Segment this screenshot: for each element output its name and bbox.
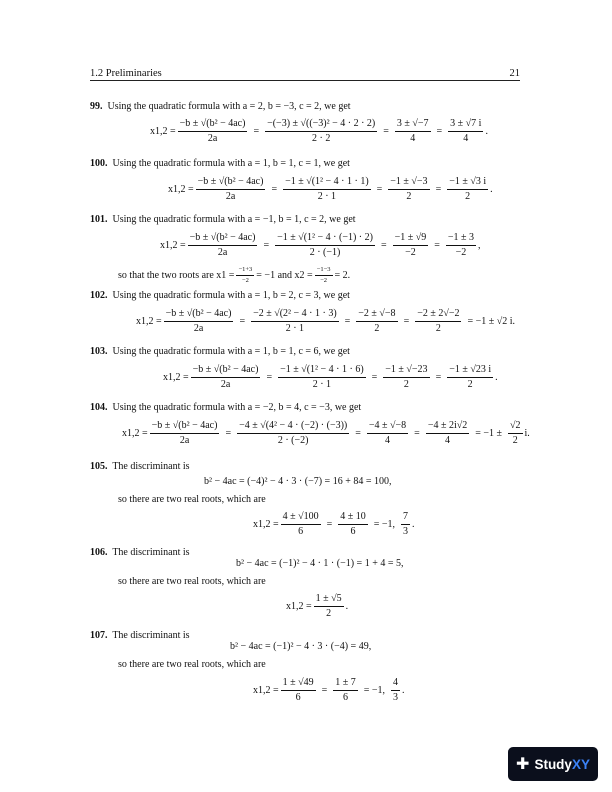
discriminant-106: b² − 4ac = (−1)² − 4 · 1 · (−1) = 1 + 4 = 5, bbox=[236, 558, 404, 569]
discriminant-105: b² − 4ac = (−4)² − 4 · 3 · (−7) = 16 + 84 = 100, bbox=[204, 476, 392, 487]
problem-107 bbox=[90, 630, 190, 641]
problem-statement: Using the quadratic formula with a = 1, b = 1, c = 1, we get bbox=[112, 158, 350, 169]
header-rule bbox=[90, 80, 520, 81]
problem-102 bbox=[90, 290, 350, 301]
problem-statement: Using the quadratic formula with a = 1, b = 1, c = 6, we get bbox=[112, 346, 350, 357]
note-107: so there are two real roots, which are bbox=[118, 659, 266, 670]
problem-number: 105. bbox=[90, 461, 108, 472]
problem-statement: The discriminant is bbox=[112, 461, 190, 472]
discriminant-107: b² − 4ac = (−1)² − 4 · 3 · (−4) = 49, bbox=[230, 641, 372, 652]
problem-101 bbox=[90, 214, 356, 225]
problem-statement: Using the quadratic formula with a = −1, b = 1, c = 2, we get bbox=[112, 214, 356, 225]
problem-number: 106. bbox=[90, 547, 108, 558]
equation-102: x1,2 = $\frac{\text{−b ± √(b² − 4ac)}}{2a}$ = $\frac{\text{−2 ± √(2² − 4 · 1 · 3)}}{2 \cdot 1}$ = $\frac{-2 \pm √-8}{2}$ = $\frac{-2 \pm 2√-2}{2}$ = −1 ± √2 i. bbox=[136, 308, 516, 334]
equation-106: x1,2 = $\frac{1 \pm √5}{2}$ . bbox=[286, 593, 349, 619]
problem-statement: Using the quadratic formula with a = −2, b = 4, c = −3, we get bbox=[112, 402, 362, 413]
equation-105: x1,2 = $\frac{4 \pm √100}{6}$ = $\frac{4 \pm 10}{6}$ = −1, $\frac{7}{3}$ . bbox=[253, 511, 415, 537]
problem-number: 100. bbox=[90, 158, 108, 169]
page-number: 21 bbox=[509, 68, 520, 79]
equation-103: x1,2 = $\frac{\text{−b ± √(b² − 4ac)}}{2a}$ = $\frac{\text{−1 ± √(1² − 4 · 1 · 6)}}{2 \cdot 1}$ = $\frac{-1 \pm √-23}{2}$ = $\frac{-1 \pm √23 i}{2}$ . bbox=[163, 364, 498, 390]
problem-number: 103. bbox=[90, 346, 108, 357]
problem-statement: The discriminant is bbox=[112, 630, 190, 641]
problem-number: 101. bbox=[90, 214, 108, 225]
problem-number: 102. bbox=[90, 290, 108, 301]
problem-105 bbox=[90, 461, 190, 472]
problem-100 bbox=[90, 158, 350, 169]
problem-104 bbox=[90, 402, 361, 413]
equation-107: x1,2 = $\frac{1 \pm √49}{6}$ = $\frac{1 \pm 7}{6}$ = −1, $\frac{4}{3}$ . bbox=[253, 677, 405, 703]
problem-103 bbox=[90, 346, 350, 357]
problem-106 bbox=[90, 547, 190, 558]
equation-100: x1,2 = $\frac{\text{−b ± √(b² − 4ac)}}{2a}$ = $\frac{\text{−1 ± √(1² − 4 · 1 · 1)}}{2 \cdot 1}$ = $\frac{-1 \pm √-3}{2}$ = $\frac{-1 \pm √3 i}{2}$ . bbox=[168, 176, 493, 202]
problem-statement: The discriminant is bbox=[112, 547, 190, 558]
note-106: so there are two real roots, which are bbox=[118, 576, 266, 587]
equation-104: x1,2 = $\frac{\text{−b ± √(b² − 4ac)}}{2a}$ = $\frac{\text{−4 ± √(4² − 4 · (−2) · (−3))}}{2 \cdot (-2)}$ = $\frac{-4 \pm √-8}{4}$ = $\frac{-4 \pm 2i√2}{4}$ = −1 ± $\frac{√2}{2}$ i. bbox=[122, 420, 530, 446]
problem-statement: Using the quadratic formula with a = 2, b = −3, c = 2, we get bbox=[107, 101, 351, 112]
problem-number: 104. bbox=[90, 402, 108, 413]
note-105: so there are two real roots, which are bbox=[118, 494, 266, 505]
studyxy-logo[interactable]: ✚ Study XY bbox=[508, 747, 598, 781]
roots-101: so that the two roots are x1 = $\frac{-1+3}{-2}$ = −1 and x2 = $\frac{-1-3}{-2}$ = 2. bbox=[118, 266, 351, 284]
problem-number: 99. bbox=[90, 101, 103, 112]
section-title: 1.2 Preliminaries bbox=[90, 68, 162, 79]
problem-number: 107. bbox=[90, 630, 108, 641]
problem-99 bbox=[90, 101, 351, 112]
equation-101: x1,2 = $\frac{\text{−b ± √(b² − 4ac)}}{2a}$ = $\frac{\text{−1 ± √(1² − 4 · (−1) · 2)}}{2 \cdot (-1)}$ = $\frac{-1 \pm √9}{-2}$ = $\frac{-1 \pm 3}{-2}$ , bbox=[160, 232, 481, 258]
plus-icon: ✚ bbox=[516, 756, 530, 773]
problem-statement: Using the quadratic formula with a = 1, b = 2, c = 3, we get bbox=[112, 290, 350, 301]
equation-99: x1,2 = $\frac{\text{−b ± √(b² − 4ac)}}{2a}$ = $\frac{\text{−(−3) ± √((−3)² − 4 · 2 · 2)}}{2 \cdot 2}$ = $\frac{3 \pm √-7}{4}$ = $\frac{3 \pm √7 i}{4}$ . bbox=[150, 118, 488, 144]
